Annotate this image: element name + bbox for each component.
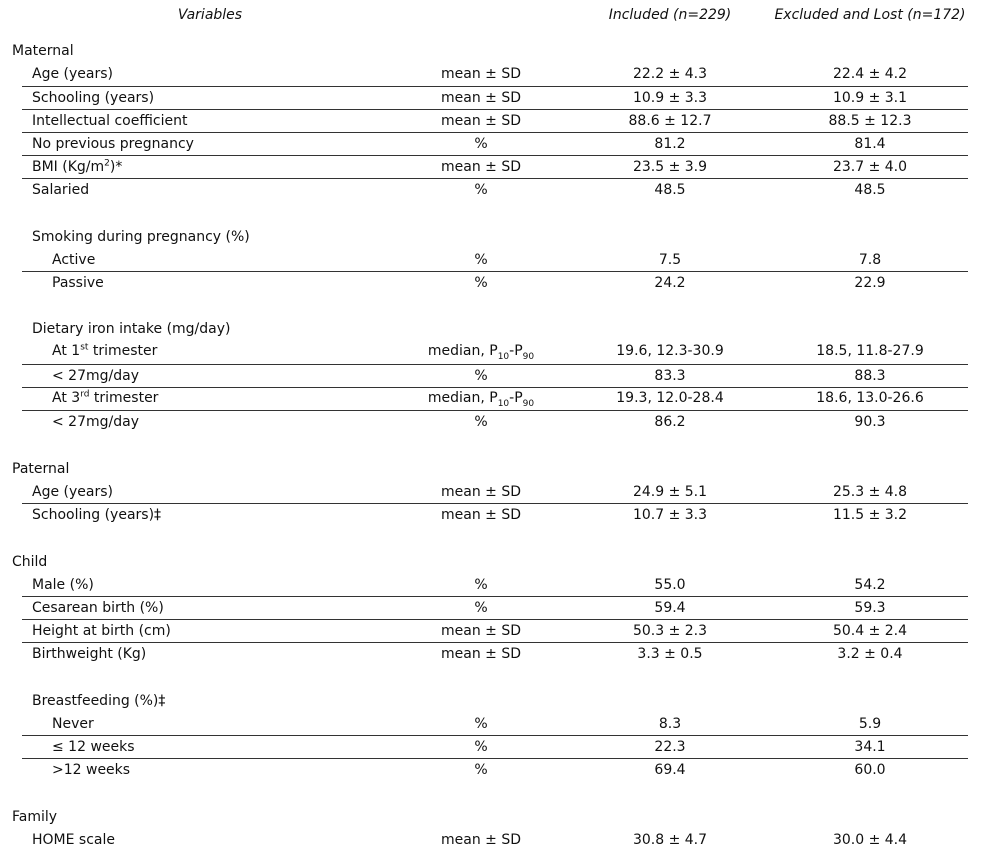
- subsection-smoking: [0, 226, 990, 249]
- row-label: Schooling (years)‡: [32, 507, 162, 523]
- row-label: At 1st trimester: [52, 342, 158, 359]
- row-label: Schooling (years): [32, 90, 155, 106]
- row-included: 86.2: [654, 414, 686, 430]
- table-row: [0, 643, 990, 666]
- row-excluded: 18.6, 13.0-26.6: [816, 390, 924, 406]
- row-label: Cesarean birth (%): [32, 600, 164, 616]
- table-row: [0, 620, 990, 643]
- row-excluded: 25.3 ± 4.8: [832, 484, 908, 500]
- row-stat: mean ± SD: [440, 159, 521, 175]
- row-stat: %: [474, 275, 488, 291]
- row-stat: mean ± SD: [440, 832, 521, 848]
- table-row: [0, 156, 990, 179]
- row-included: 30.8 ± 4.7: [632, 832, 708, 848]
- row-included: 55.0: [654, 577, 686, 593]
- row-included: 24.2: [654, 275, 686, 291]
- row-included: 81.2: [654, 136, 686, 152]
- table-row: [0, 481, 990, 504]
- row-excluded: 18.5, 11.8-27.9: [816, 343, 924, 359]
- table-row: [0, 759, 990, 782]
- row-included: 7.5: [658, 252, 682, 268]
- row-stat: mean ± SD: [440, 66, 521, 82]
- row-label: At 3rd trimester: [52, 389, 159, 406]
- row-included: 48.5: [654, 182, 686, 198]
- table-row: [0, 110, 990, 133]
- row-included: 19.3, 12.0-28.4: [616, 390, 724, 406]
- row-label: Birthweight (Kg): [32, 646, 147, 662]
- row-stat: median, $P_{10}-P_{90}$: [427, 390, 535, 409]
- row-excluded: 90.3: [854, 414, 886, 430]
- section-heading: Maternal: [12, 43, 74, 59]
- row-label: Passive: [52, 275, 104, 291]
- table-row: [0, 713, 990, 736]
- row-label: BMI $(Kg/m^2)*$: [32, 158, 123, 175]
- table-row: [0, 597, 990, 620]
- row-stat: %: [474, 716, 488, 732]
- table-row: [0, 63, 990, 86]
- section-paternal: [0, 458, 990, 481]
- row-excluded: 54.2: [854, 577, 886, 593]
- row-included: 24.9 ± 5.1: [632, 484, 708, 500]
- row-label: Active: [52, 252, 96, 268]
- row-stat: mean ± SD: [440, 507, 521, 523]
- row-included: 69.4: [654, 762, 686, 778]
- table-row: [0, 340, 990, 363]
- row-stat: %: [474, 577, 488, 593]
- table-row: [0, 411, 990, 434]
- row-stat: %: [474, 182, 488, 198]
- row-included: 10.9 ± 3.3: [632, 90, 708, 106]
- row-excluded: 22.4 ± 4.2: [832, 66, 908, 82]
- section-heading: Child: [12, 554, 48, 570]
- row-label: Age (years): [32, 484, 113, 500]
- row-stat: %: [474, 739, 488, 755]
- row-stat: median, $P_{10}-P_{90}$: [427, 343, 535, 362]
- header-excluded: Excluded and Lost (n=172): [774, 7, 966, 23]
- row-included: 3.3 ± 0.5: [637, 646, 703, 662]
- row-excluded: 48.5: [854, 182, 886, 198]
- row-stat: mean ± SD: [440, 484, 521, 500]
- row-excluded: 50.4 ± 2.4: [832, 623, 908, 639]
- row-excluded: 10.9 ± 3.1: [832, 90, 908, 106]
- row-stat: %: [474, 600, 488, 616]
- row-excluded: 88.5 ± 12.3: [828, 113, 912, 129]
- row-label: Never: [52, 716, 94, 732]
- row-stat: %: [474, 368, 488, 384]
- row-stat: %: [474, 762, 488, 778]
- subsection-breastfeeding: [0, 690, 990, 713]
- row-stat: mean ± SD: [440, 623, 521, 639]
- row-label: Salaried: [32, 182, 90, 198]
- section-heading: Family: [12, 809, 58, 825]
- row-included: 19.6, 12.3-30.9: [616, 343, 724, 359]
- header-variables: Variables: [177, 7, 243, 23]
- table-row: [0, 829, 990, 852]
- row-stat: %: [474, 252, 488, 268]
- row-included: 8.3: [658, 716, 682, 732]
- row-excluded: 60.0: [854, 762, 886, 778]
- row-included: 83.3: [654, 368, 686, 384]
- row-label: Male (%): [32, 577, 94, 593]
- row-excluded: 34.1: [854, 739, 886, 755]
- row-label: Age (years): [32, 66, 113, 82]
- row-stat: mean ± SD: [440, 113, 521, 129]
- section-heading: Paternal: [12, 461, 70, 477]
- row-included: 22.3: [654, 739, 686, 755]
- row-excluded: 30.0 ± 4.4: [832, 832, 908, 848]
- row-label: No previous pregnancy: [32, 136, 194, 152]
- table-row: [0, 365, 990, 388]
- subsection-heading: Smoking during pregnancy (%): [32, 229, 250, 245]
- table-header: [0, 4, 990, 27]
- row-excluded: 11.5 ± 3.2: [832, 507, 908, 523]
- row-label: < 27mg/day: [52, 414, 139, 430]
- subsection-iron: [0, 318, 990, 341]
- row-stat: mean ± SD: [440, 90, 521, 106]
- row-label: >12 weeks: [52, 762, 131, 778]
- row-stat: mean ± SD: [440, 646, 521, 662]
- table-row: [0, 504, 990, 527]
- row-excluded: 59.3: [854, 600, 886, 616]
- row-included: 88.6 ± 12.7: [628, 113, 712, 129]
- row-label: Height at birth (cm): [32, 623, 171, 639]
- row-excluded: 3.2 ± 0.4: [837, 646, 903, 662]
- table-row: [0, 574, 990, 597]
- table-row: [0, 87, 990, 110]
- table-row: [0, 387, 990, 410]
- table-row: [0, 179, 990, 202]
- section-maternal: [0, 40, 990, 63]
- row-label: < 27mg/day: [52, 368, 139, 384]
- row-excluded: 22.9: [854, 275, 886, 291]
- row-excluded: 5.9: [858, 716, 882, 732]
- row-included: 23.5 ± 3.9: [632, 159, 708, 175]
- row-excluded: 23.7 ± 4.0: [832, 159, 908, 175]
- row-label: ≤ 12 weeks: [52, 739, 135, 755]
- row-included: 59.4: [654, 600, 686, 616]
- row-included: 22.2 ± 4.3: [632, 66, 708, 82]
- row-label: Intellectual coefficient: [32, 113, 188, 129]
- table-row: [0, 272, 990, 295]
- table-row: [0, 736, 990, 759]
- row-stat: %: [474, 414, 488, 430]
- row-excluded: 88.3: [854, 368, 886, 384]
- header-included: Included (n=229): [608, 7, 732, 23]
- section-child: [0, 551, 990, 574]
- row-stat: %: [474, 136, 488, 152]
- row-included: 10.7 ± 3.3: [632, 507, 708, 523]
- table-row: [0, 133, 990, 156]
- row-excluded: 7.8: [858, 252, 882, 268]
- row-label: HOME scale: [32, 832, 115, 848]
- subsection-heading: Dietary iron intake (mg/day): [32, 321, 231, 337]
- table-row: [0, 249, 990, 272]
- row-excluded: 81.4: [854, 136, 886, 152]
- subsection-heading: Breastfeeding (%)‡: [32, 693, 166, 709]
- row-included: 50.3 ± 2.3: [632, 623, 708, 639]
- section-family: [0, 806, 990, 829]
